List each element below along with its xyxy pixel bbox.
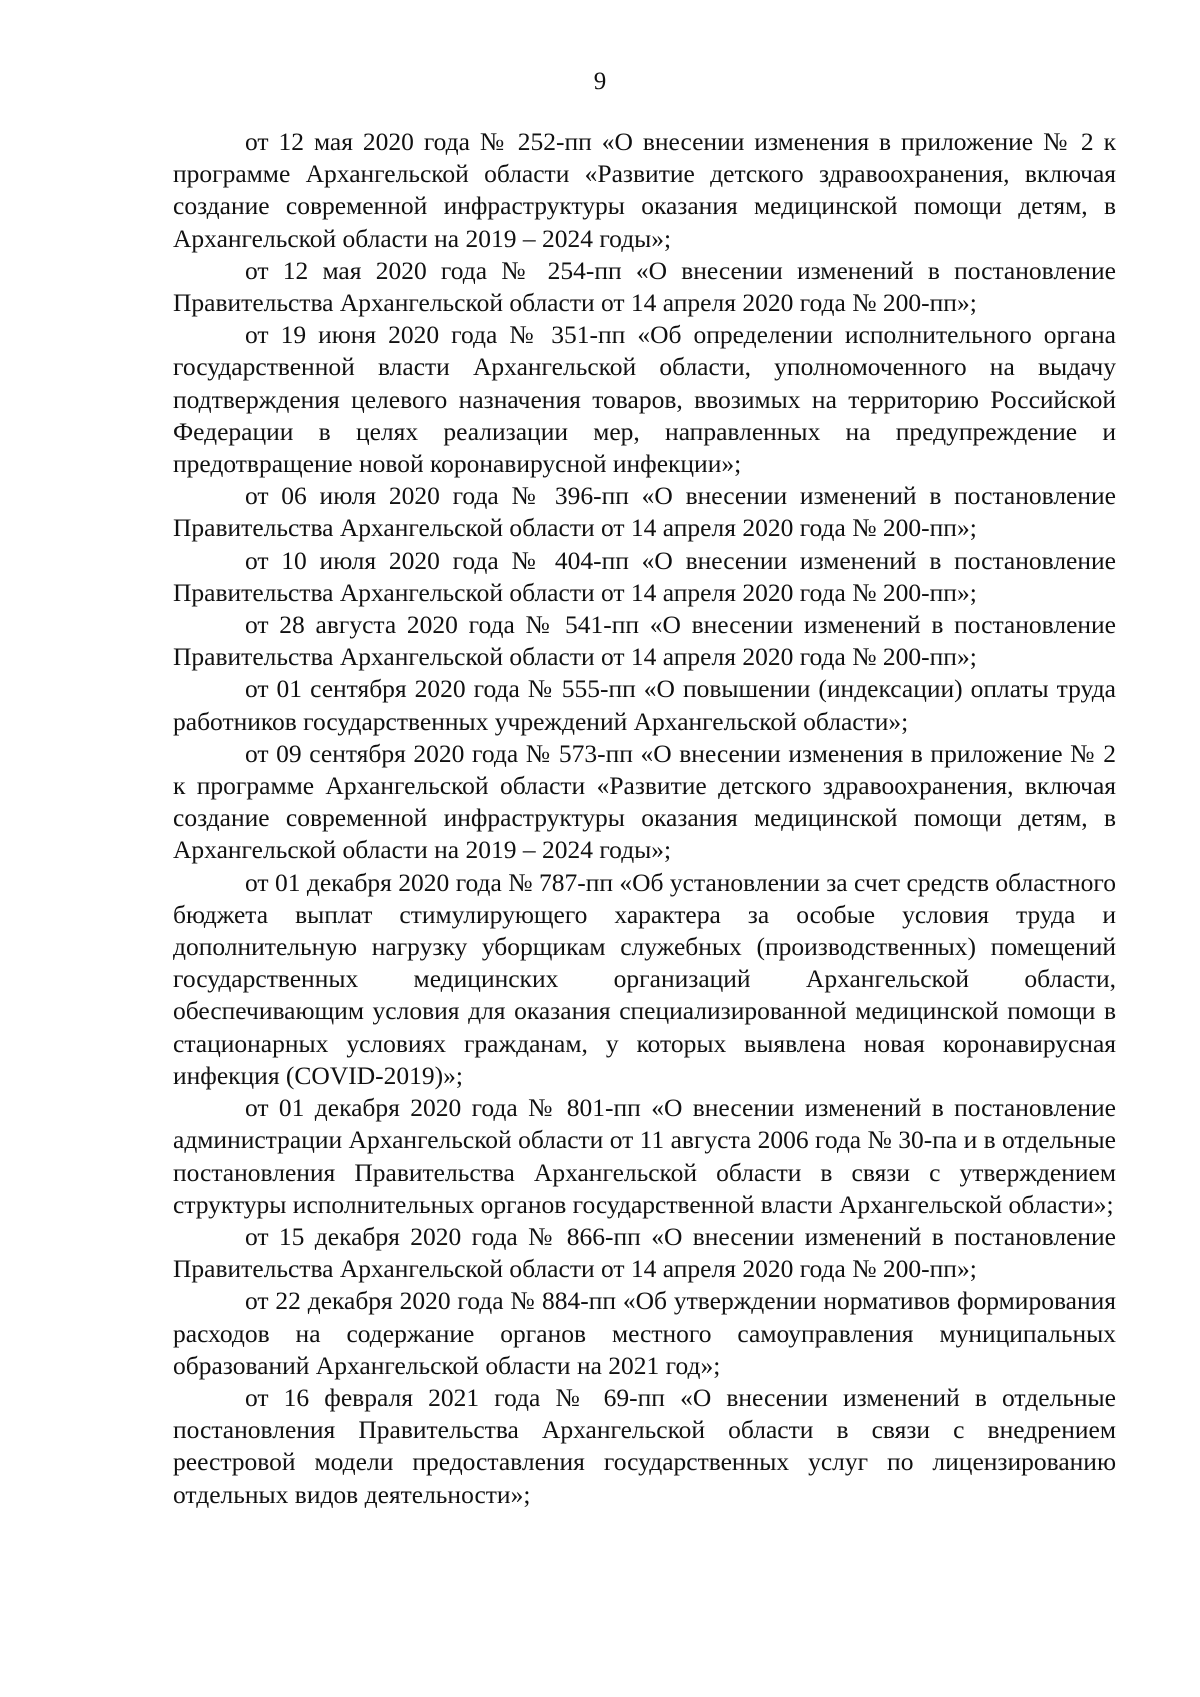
paragraph-3: от 19 июня 2020 года № 351-пп «Об определении исполнительного органа государственной власти Архангельской области, уполномоченного на выдачу подтверждения целевого назначения товаров, ввозимых на территорию Российской Федерации в целях реализации мер, направленных на предупреждение и предотвращение новой коронавирусной инфекции»; — [173, 320, 1116, 479]
paragraph-6: от 28 августа 2020 года № 541-пп «О внесении изменений в постановление Правительства Архангельской области от 14 апреля 2020 года № 200-пп»; — [173, 610, 1116, 672]
paragraph-4: от 06 июля 2020 года № 396-пп «О внесении изменений в постановление Правительства Архангельской области от 14 апреля 2020 года № 200-пп»; — [173, 481, 1116, 543]
paragraph-2: от 12 мая 2020 года № 254-пп «О внесении изменений в постановление Правительства Архангельской области от 14 апреля 2020 года № 200-пп»; — [173, 255, 1116, 318]
paragraph-9: от 01 декабря 2020 года № 787-пп «Об установлении за счет средств областного бюджета выплат стимулирующего характера за особые условия труда и дополнительную нагрузку уборщикам служебных (производственных) помещений государственных медицинских организаций Архангельской области, обеспечивающим условия для оказания специализированной медицинской помощи в стационарных условиях гражданам, у которых выявлена новая коронавирусная инфекция (COVID-2019)»; — [173, 867, 1116, 1090]
document-body — [173, 126, 1116, 1511]
paragraph-8: от 09 сентября 2020 года № 573-пп «О внесении изменения в приложение № 2 к программе Архангельской области «Развитие детского здравоохранения, включая создание современной инфраструктуры оказания медицинской помощи детям, в Архангельской области на 2019 – 2024 годы»; — [173, 738, 1116, 865]
paragraph-11: от 15 декабря 2020 года № 866-пп «О внесении изменений в постановление Правительства Архангельской области от 14 апреля 2020 года № 200-пп»; — [173, 1221, 1116, 1284]
paragraph-7: от 01 сентября 2020 года № 555-пп «О повышении (индексации) оплаты труда работников государственных учреждений Архангельской области»; — [173, 674, 1116, 736]
paragraph-5: от 10 июля 2020 года № 404-пп «О внесении изменений в постановление Правительства Архангельской области от 14 апреля 2020 года № 200-пп»; — [173, 545, 1116, 607]
paragraph-10: от 01 декабря 2020 года № 801-пп «О внесении изменений в постановление администрации Архангельской области от 11 августа 2006 года № 30-па и в отдельные постановления Правительства Архангельской области в связи с утверждением структуры исполнительных органов государственной власти Архангельской области»; — [173, 1093, 1116, 1219]
page-number: 9 — [593, 68, 607, 95]
paragraph-13: от 16 февраля 2021 года № 69-пп «О внесении изменений в отдельные постановления Правительства Архангельской области в связи с внедрением реестровой модели предоставления государственных услуг по лицензированию отдельных видов деятельности»; — [173, 1382, 1116, 1509]
paragraph-12: от 22 декабря 2020 года № 884-пп «Об утверждении нормативов формирования расходов на содержание органов местного самоуправления муниципальных образований Архангельской области на 2021 год»; — [173, 1286, 1116, 1380]
paragraph-1: от 12 мая 2020 года № 252-пп «О внесении изменения в приложение № 2 к программе Архангельской области «Развитие детского здравоохранения, включая создание современной инфраструктуры оказания медицинской помощи детям, в Архангельской области на 2019 – 2024 годы»; — [173, 127, 1116, 253]
